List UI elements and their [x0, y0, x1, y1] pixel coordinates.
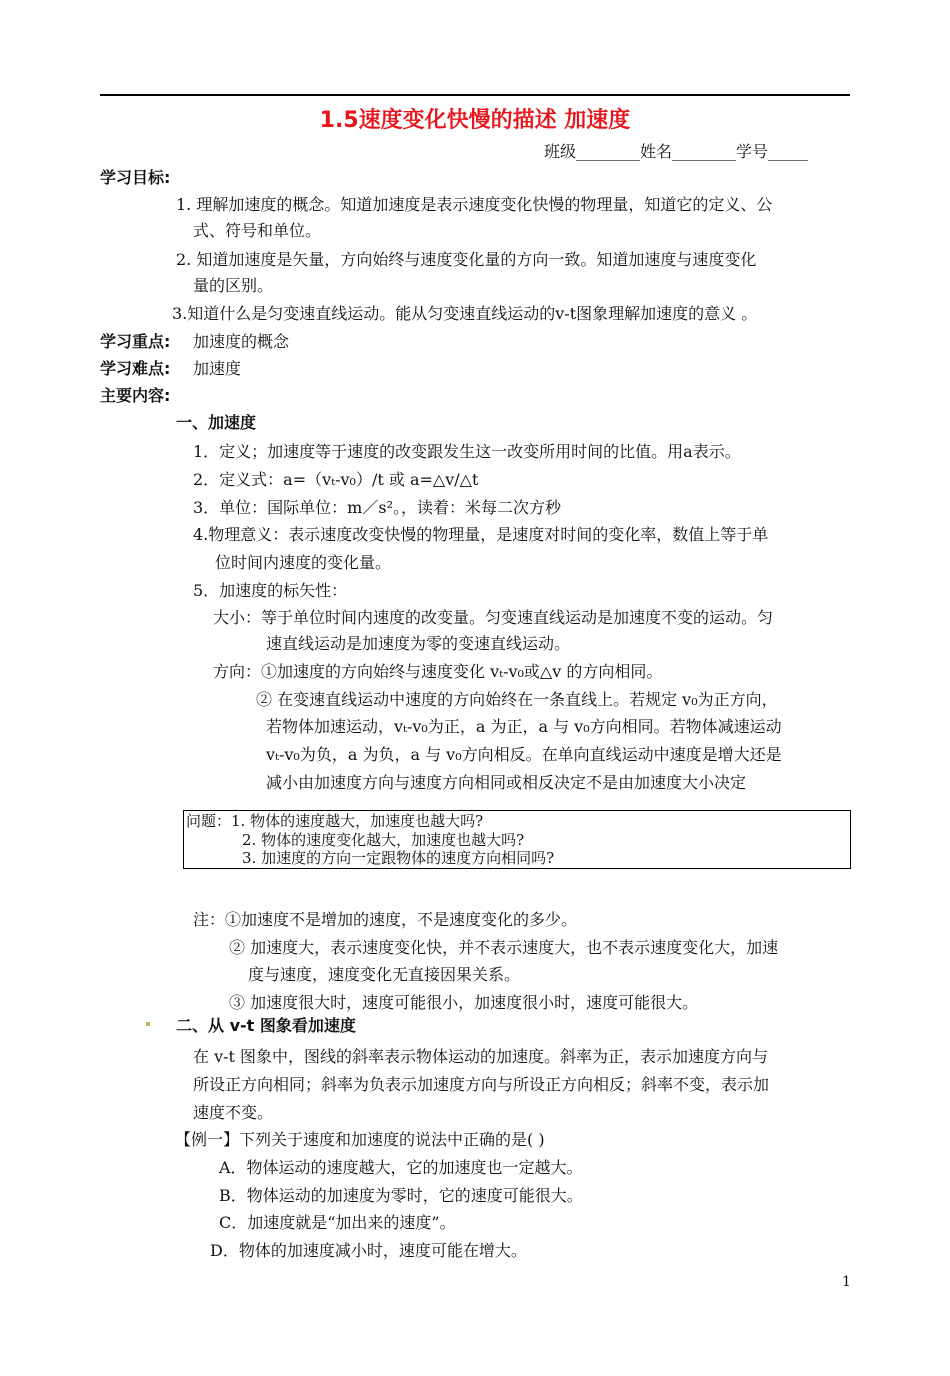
- direction-text: vₜ-v₀为负，a 为负，a 与 v₀方向相反。在单向直线运动中速度是增大还是: [266, 745, 782, 764]
- direction-text: ② 在变速直线运动中速度的方向始终在一条直线上。若规定 v₀为正方向，: [256, 690, 778, 709]
- goal-item: 2. 知道加速度是矢量，方向始终与速度变化量的方向一致。知道加速度与速度变化: [176, 250, 757, 269]
- magnitude-text: 大小：等于单位时间内速度的改变量。匀变速直线运动是加速度不变的运动。匀: [213, 608, 774, 627]
- goal-item: 3.知道什么是匀变速直线运动。能从匀变速直线运动的v-t图象理解加速度的意义 。: [172, 304, 758, 323]
- difficulty-label: 学习难点:: [100, 359, 171, 378]
- goal-item: 量的区别。: [193, 276, 274, 295]
- difficulty-text: 加速度: [193, 359, 242, 378]
- section-1-title: 一、加速度: [176, 413, 257, 432]
- note-item: 注：①加速度不是增加的速度，不是速度变化的多少。: [193, 910, 578, 929]
- section-1-item: 2．定义式：a=（vₜ-v₀）/t 或 a=△v/△t: [193, 470, 479, 489]
- goal-item: 式、符号和单位。: [193, 221, 322, 240]
- question-item: 问题：1. 物体的速度越大，加速度也越大吗?: [186, 812, 484, 830]
- goals-heading: 学习目标:: [100, 168, 171, 187]
- section-1-item: 3．单位：国际单位：m／s²。，读着：米每二次方秒: [193, 498, 561, 517]
- direction-text: 若物体加速运动，vₜ-v₀为正，a 为正，a 与 v₀方向相同。若物体减速运动: [266, 717, 782, 736]
- student-info-line: 班级________姓名________学号_____: [544, 142, 809, 161]
- goal-item: 1. 理解加速度的概念。知道加速度是表示速度变化快慢的物理量，知道它的定义、公: [176, 195, 773, 214]
- key-point-label: 学习重点:: [100, 332, 171, 351]
- question-item: 3. 加速度的方向一定跟物体的速度方向相同吗?: [242, 849, 555, 867]
- example-option-b: B．物体运动的加速度为零时，它的速度可能很大。: [219, 1186, 583, 1205]
- section-2-paragraph: 所设正方向相同；斜率为负表示加速度方向与所设正方向相反；斜率不变，表示加: [193, 1075, 770, 1094]
- magnitude-text: 速直线运动是加速度为零的变速直线运动。: [266, 634, 571, 653]
- example-option-d: D．物体的加速度减小时，速度可能在增大。: [210, 1241, 527, 1260]
- section-2-paragraph: 速度不变。: [193, 1103, 274, 1122]
- section-1-item: 5．加速度的标矢性：: [193, 581, 348, 600]
- page-title: 1.5速度变化快慢的描述 加速度: [319, 108, 631, 133]
- key-point-text: 加速度的概念: [193, 332, 290, 351]
- note-item: ② 加速度大，表示速度变化快，并不表示速度大，也不表示速度变化大，加速: [229, 938, 779, 957]
- bullet-dot: [146, 1022, 150, 1026]
- main-content-heading: 主要内容:: [100, 386, 171, 405]
- section-1-item: 1．定义；加速度等于速度的改变跟发生这一改变所用时间的比值。用a表示。: [193, 442, 741, 461]
- header-rule: [100, 94, 850, 96]
- section-1-item: 位时间内速度的变化量。: [215, 553, 392, 572]
- section-2-paragraph: 在 v-t 图象中，图线的斜率表示物体运动的加速度。斜率为正，表示加速度方向与: [193, 1047, 769, 1066]
- section-2-title: 二、从 v-t 图象看加速度: [176, 1016, 356, 1035]
- direction-text: 减小由加速度方向与速度方向相同或相反决定不是由加速度大小决定: [266, 773, 747, 792]
- questions-box: [183, 810, 851, 869]
- note-item: 度与速度，速度变化无直接因果关系。: [248, 965, 521, 984]
- example-option-c: C．加速度就是“加出来的速度”。: [219, 1213, 456, 1232]
- direction-text: 方向：①加速度的方向始终与速度变化 vₜ-v₀或△v 的方向相同。: [213, 662, 663, 681]
- note-item: ③ 加速度很大时，速度可能很小，加速度很小时，速度可能很大。: [229, 993, 699, 1012]
- section-1-item: 4.物理意义：表示速度改变快慢的物理量，是速度对时间的变化率，数值上等于单: [193, 525, 769, 544]
- question-item: 2. 物体的速度变化越大，加速度也越大吗?: [242, 831, 525, 849]
- page-number: 1: [842, 1274, 851, 1290]
- example-option-a: A．物体运动的速度越大，它的加速度也一定越大。: [219, 1158, 583, 1177]
- example-stem: 【例一】下列关于速度和加速度的说法中正确的是( ): [175, 1130, 545, 1149]
